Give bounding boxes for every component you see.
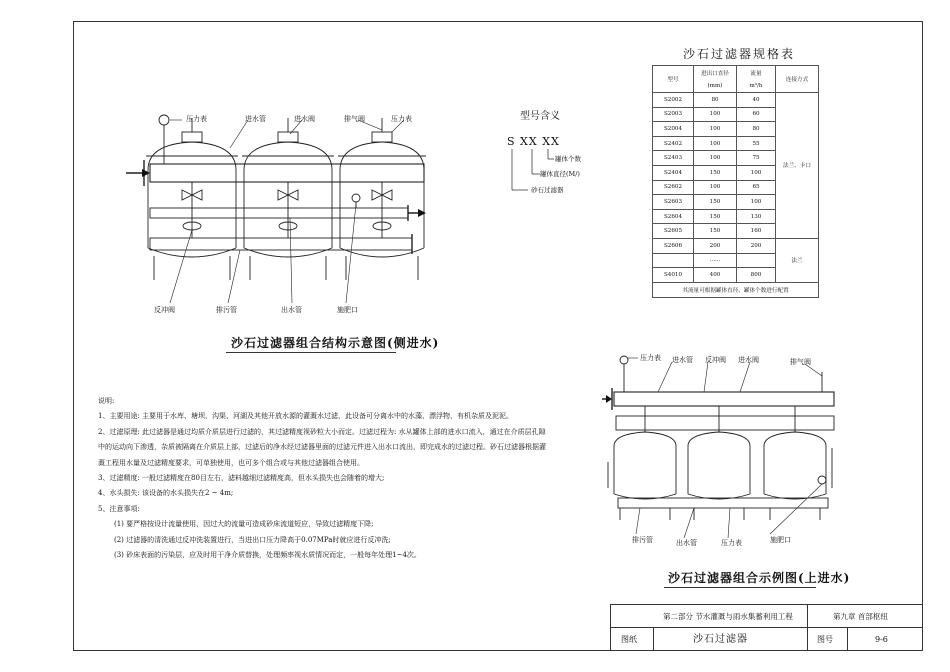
description-line: 溉工程用水量及过滤精度要求，可单独使用，也可多个组合或与其他过滤器组合使用。 xyxy=(98,458,364,467)
description-line: 1、主要用途: 主要用于水库、塘坝、沟渠、河湖及其他开放水源的灌溉水过滤，此设备可分离水中的水藻、漂浮物、有机杂质及泥泥。 xyxy=(98,412,514,421)
right-diagram-caption: 沙石过滤器组合示例图(上进水) xyxy=(668,571,851,585)
label-outlet-pipe: 出水管 xyxy=(281,306,302,314)
label-inlet-pipe: 进水管 xyxy=(245,115,266,123)
right-label-inlet-valve: 进水阀 xyxy=(738,356,759,364)
right-label-fertilizer-port: 施肥口 xyxy=(770,536,791,544)
right-label-drain-pipe: 排污管 xyxy=(632,536,653,544)
title-block-number-label: 图号 xyxy=(817,635,833,644)
table-row: S2604 150 130 xyxy=(653,209,819,224)
description-subline: (2) 过滤器的清洗通过反冲洗装置进行，当进出口压力降高于0.07MPa时就应进行反冲洗; xyxy=(114,535,391,544)
tank-1 xyxy=(614,432,676,499)
model-item-count: 罐体个数 xyxy=(555,155,581,163)
right-label-pressure-gauge: 压力表 xyxy=(640,354,661,362)
label-pressure-gauge-2: 压力表 xyxy=(391,115,412,123)
description-heading: 说明: xyxy=(98,397,115,405)
model-meaning-title: 型号含义 xyxy=(520,111,560,122)
description-line: 3、过滤精度: 一般过滤精度在80目左右，滤料越细过滤精度高，但水头损失也会随着的增大; xyxy=(98,474,385,483)
connection-flange-clamp: 法兰、卡口 xyxy=(776,93,819,239)
tank-2 xyxy=(688,432,750,499)
model-item-filter: 砂石过滤器 xyxy=(531,186,564,194)
header-connection: 连接方式 xyxy=(776,66,819,93)
title-block-drawing-name: 沙石过滤器 xyxy=(693,634,748,645)
label-drain-pipe: 排污管 xyxy=(216,306,237,314)
model-item-diameter: 罐体直径(M/) xyxy=(540,170,580,178)
caption-underline xyxy=(664,587,816,588)
header-diameter: 进出口直径 (mm) xyxy=(694,66,737,93)
connection-flange: 法兰 xyxy=(776,238,819,282)
right-label-backflush-valve: 反冲阀 xyxy=(705,356,726,364)
label-backflush-valve: 反冲阀 xyxy=(154,306,175,314)
table-row: S2605 150 160 xyxy=(653,224,819,239)
label-fertilizer-port: 施肥口 xyxy=(337,306,358,314)
right-label-inlet-pipe: 进水管 xyxy=(672,356,693,364)
description-line: 5、注意事项: xyxy=(98,504,140,513)
right-label-outlet-pipe: 出水管 xyxy=(676,539,697,547)
left-diagram-caption: 沙石过滤器组合结构示意图(侧进水) xyxy=(231,336,440,350)
right-label-pressure-gauge-2: 压力表 xyxy=(721,539,742,547)
title-block-part: 第二部分 节水灌溉与雨水集蓄利用工程 xyxy=(663,612,793,621)
description-subline: (3) 砂床表面的污染层，应及时用干净介质替换，处理频率视水质情况而定，一般每年处理1~4次。 xyxy=(114,551,421,560)
label-inlet-valve: 进水阀 xyxy=(294,115,315,123)
label-pressure-gauge: 压力表 xyxy=(186,115,207,123)
table-row: S2403 100 75 xyxy=(653,151,819,166)
header-flow: 流量 m³/h xyxy=(737,66,776,93)
label-exhaust-valve: 排气阀 xyxy=(344,115,365,123)
side-inlet-filter-diagram xyxy=(120,108,430,313)
table-row: S2603 150 100 xyxy=(653,195,819,210)
description-subline: (1) 要严格按设计流量使用，因过大的流量可造成砂床流道短应，导致过滤精度下降; xyxy=(114,520,374,529)
top-inlet-filter-diagram xyxy=(600,352,840,540)
spec-table xyxy=(652,65,819,298)
table-row: S4010 400 800 xyxy=(653,268,819,283)
title-block-number: 9-6 xyxy=(875,635,888,644)
table-row: S2004 100 80 xyxy=(653,122,819,137)
description-line: 4、水头损失: 该设备的水头损失在2 ~ 4m; xyxy=(98,489,234,498)
table-row: S2402 100 55 xyxy=(653,136,819,151)
description-line: 中的运动向下渗透，杂质被隔离在介质层上部，过滤后的净水经过滤器里面的过滤元件进入出水口流出，即完成水的过滤过程。砂石过滤器根据灌 xyxy=(98,443,546,452)
title-block-chapter: 第九章 首部枢纽 xyxy=(833,612,888,621)
caption-underline xyxy=(226,352,396,353)
header-model: 型号 xyxy=(653,66,694,93)
table-row: S2606 200 200 法兰 xyxy=(653,238,819,253)
table-row: ...... xyxy=(653,253,819,268)
spec-table-title: 沙石过滤器规格表 xyxy=(683,47,796,61)
table-row: S2003 100 60 xyxy=(653,107,819,122)
table-row: S2602 100 65 xyxy=(653,180,819,195)
spec-table-note: 其流量可根据罐体直径、罐体个数进行配置 xyxy=(653,282,819,297)
title-block-drawing-label: 图纸 xyxy=(621,635,637,644)
table-row: S2404 150 100 xyxy=(653,165,819,180)
description-line: 2、过滤原理: 此过滤器是通过均质介质层进行过滤的，其过滤精度视砂粒大小而定。过滤过程为: 水从罐体上部的进水口流入，通过在介质层孔隙 xyxy=(98,427,546,436)
model-code: S XX XX xyxy=(507,135,560,148)
right-label-exhaust-valve: 排气阀 xyxy=(790,358,811,366)
table-row: S2002 80 40 法兰、卡口 xyxy=(653,93,819,108)
description xyxy=(98,394,588,563)
title-block xyxy=(610,604,923,651)
